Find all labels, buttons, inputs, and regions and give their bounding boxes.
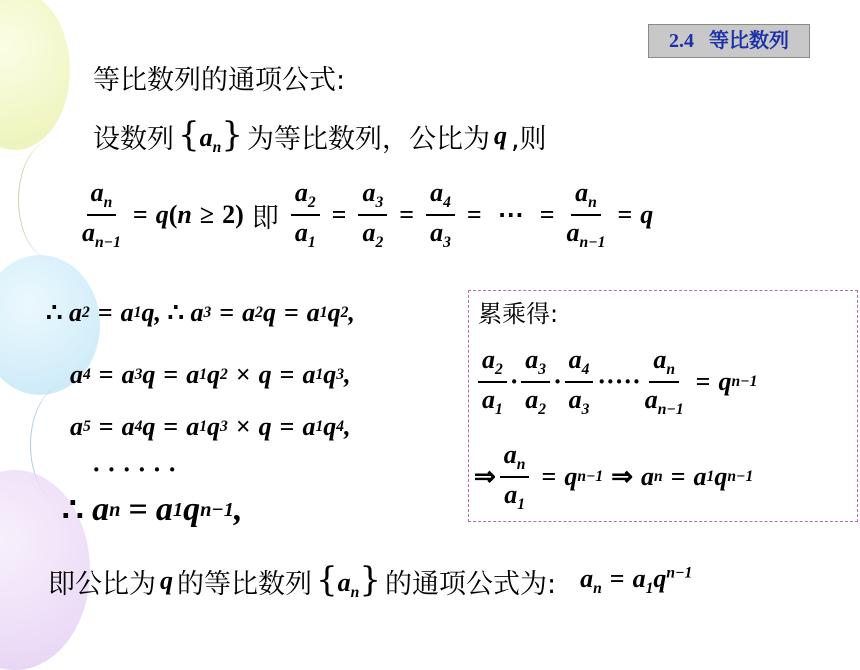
fraction: $\frac{a_4}{a_3}$ [426, 178, 455, 252]
definition-suffix: ,则 [510, 123, 547, 155]
definition-prefix: 设数列 [93, 123, 174, 155]
conclusion-line [48, 560, 692, 602]
sequence-symbol: $\{a_n\}$ [178, 115, 243, 157]
multiplication-label: 累乘得: [478, 300, 559, 328]
definition-line [93, 115, 547, 157]
section-badge [648, 24, 810, 58]
section-title: 等比数列 [709, 30, 789, 52]
ratio-label: 即 [251, 202, 279, 234]
derivation-line-2: a 4 = a 3 q = a 1 q 2 × q = a 1 q 3 , [70, 360, 351, 389]
product-equation: $\frac{a_2}{a_1}$ · $\frac{a_3}{a_2}$ · $\frac{a_4}{a_3}$ ····· $\frac{a_n}{a_{n-1}}$ = q n−1 [474, 345, 757, 419]
ellipsis-dots: · · · · · · [92, 455, 177, 484]
conclusion-prefix: 即公比为 [48, 568, 156, 600]
page-title: 等比数列的通项公式: [93, 65, 346, 96]
ratio-equation: $\frac{a_n}{a_{n-1}}$ = q ( n ≥ 2) 即 $\frac{a_2}{a_1}$ = $\frac{a_3}{a_2}$ = $\frac{a_4}{a_3}$ = ⋯ = $\frac{a_n}{a_{n-1}}$ = q [82, 178, 654, 252]
fraction: $\frac{a_2}{a_1}$ [291, 178, 320, 252]
general-term-result: ∴ a n = a 1 q n−1 , [62, 491, 243, 529]
decorative-balloon-yellow [0, 0, 70, 150]
derivation-line-1: ∴ a 2 = a 1 q, ∴ a 3 = a 2 q = a 1 q 2 , [46, 298, 355, 327]
conclusion-q: q [160, 566, 173, 596]
fraction: $\frac{a_3}{a_2}$ [358, 178, 387, 252]
conclusion-middle: 的等比数列 [177, 568, 312, 600]
fraction: $\frac{a_n}{a_{n-1}}$ [566, 178, 606, 252]
sequence-symbol: $\{a_n\}$ [316, 560, 381, 602]
fraction: $\frac{a_n}{a_{n-1}}$ [82, 178, 121, 252]
definition-middle: 为等比数列，公比为 [246, 123, 490, 155]
section-number: 2.4 [669, 30, 694, 52]
ratio-symbol: q [493, 121, 507, 151]
implication-equation: ⇒ $\frac{a_n}{a_1}$ = q n−1 ⇒ a n = a 1 q n−1 [474, 440, 754, 514]
conclusion-suffix: 的通项公式为: [384, 568, 557, 600]
general-term-formula: $a_n = a_1q^{n-1}$ [580, 564, 693, 598]
derivation-line-3: a 5 = a 4 q = a 1 q 3 × q = a 1 q 4 , [70, 412, 351, 441]
